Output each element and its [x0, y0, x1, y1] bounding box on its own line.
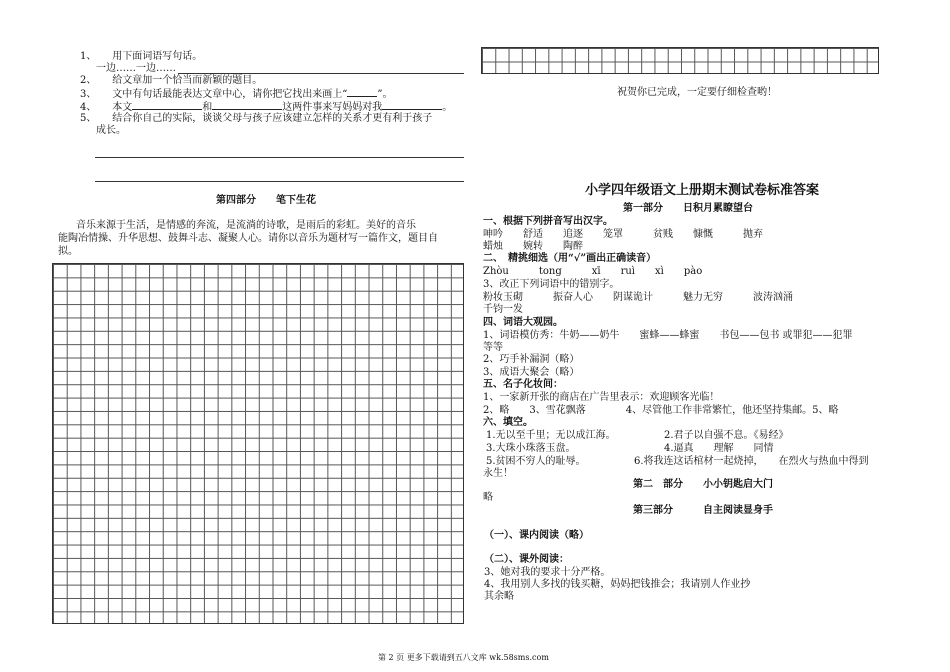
question-5: 5、 结合你自己的实际，谈谈父母与孩子应该建立怎样的关系才更有利于孩子: [80, 113, 433, 124]
section-5-answers-2: 2、略 3、雪花飘落 4、尽管他工作非常繁忙，他还坚持集邮。5、略: [483, 405, 839, 416]
section-2-answers: Zhòu tong xī ruì xì pào: [483, 266, 703, 277]
section-5-title: 五、名子化妆间：: [483, 379, 563, 390]
reading-2-answer-3: 3、她对我的要求十分严格。: [484, 567, 611, 578]
section-1-answers: 呻吟 舒适 追逐 笼罩 贫贱 慷慨 抛弃: [483, 229, 763, 240]
blank: [132, 100, 202, 110]
question-1-prompt: 一边……一边……: [96, 63, 176, 74]
section-6-answer-6-cont: 永生！: [483, 468, 513, 479]
writing-prompt-line-3: 拟。: [58, 246, 78, 257]
answer-key-title: 小学四年级语文上册期末测试卷标准答案: [585, 183, 820, 198]
section-4-title: 第四部分 笔下生花: [216, 195, 316, 206]
question-2: 2、 给文章加一个恰当而新颖的题目。: [80, 75, 263, 86]
section-4-answers-1: 1、词语模仿秀：牛奶——奶牛 蜜蜂——蜂蜜 书包——包书 或罪犯——犯罪: [483, 330, 853, 341]
writing-prompt-line-1: 音乐来源于生活，是情感的奔流，是流淌的诗歌，是雨后的彩虹。美好的音乐: [76, 220, 416, 231]
section-4-answers-title: 四、词语大观园。: [483, 317, 563, 328]
section-6-answer-2: 2.君子以自强不息。《易经》: [664, 430, 789, 441]
writing-prompt-line-2: 能陶冶情操、升华思想、鼓舞斗志、凝聚人心。请你以音乐为题材写一篇作文，题目自: [58, 233, 438, 244]
section-6-answer-1: 1.无以至千里；无以成江海。: [486, 430, 616, 441]
part-1-title: 第一部分 日积月累瞭望台: [623, 203, 753, 214]
section-1-answers-2: 蜡烛 婉转 陶醉: [483, 241, 583, 252]
page-footer: 第 2 页 更多下载请到五八文库 wk.58sms.com: [378, 653, 549, 662]
section-6-answer-5: 5.贫困不穷人的耻辱。: [486, 456, 586, 467]
congratulations-note: 祝贺你已完成，一定要仔细检查哟！: [617, 87, 777, 98]
section-6-answer-6: 6.将我连这话棺材一起烧掉， 在烈火与热血中得到: [634, 456, 869, 467]
reading-2-rest: 其余略: [484, 591, 514, 602]
reading-1-title: （一）、课内阅读（略）: [484, 530, 589, 541]
section-1-title: 一、根据下列拼音写出汉字。: [483, 216, 613, 227]
blank: [212, 100, 282, 110]
section-2-title: 二、 精挑细选（用“√”画出正确读音）: [483, 253, 657, 264]
question-3: 3、 文中有句话最能表达文章中心，请你把它找出来画上“ ”。: [80, 89, 393, 100]
reading-2-answer-4: 4、我用别人多找的钱买糖，妈妈把钱推会；我请别人作业抄: [484, 579, 751, 590]
question-1: 1、 用下面词语写句话。: [80, 51, 203, 62]
section-6-title: 六、填空。: [483, 417, 533, 428]
section-6-answer-4: 4.逼真 理解 同情: [664, 443, 774, 454]
composition-grid-continued[interactable]: [481, 47, 879, 74]
reading-2-title: （二）、课外阅读：: [484, 554, 569, 565]
section-3-title: 3、改正下列词语中的错别字。: [483, 279, 620, 290]
section-3-answers: 粉妆玉砌 振奋人心 阴谋诡计 魅力无穷 波涛汹涌: [483, 292, 793, 303]
section-4-answers-2: 等等: [483, 342, 503, 353]
section-5-answers-1: 1、一家新开张的商店在广告里表示：欢迎顾客光临！: [483, 392, 720, 403]
section-6-answer-3: 3.大珠小珠落玉盘。: [486, 443, 576, 454]
section-3-answers-2: 千钧一发: [483, 304, 523, 315]
part-2-title: 第二 部分 小小钥匙启大门: [633, 479, 773, 490]
blank: [382, 100, 442, 110]
answer-line: [95, 157, 464, 158]
question-4: 4、 本文 和 这两件事来写妈妈对我 。: [80, 102, 453, 113]
answer-line: [95, 181, 464, 182]
part-3-title: 第三部分 自主阅读显身手: [633, 505, 773, 516]
blank: [347, 87, 377, 97]
section-4-answers-4: 3、成语大聚会（略）: [483, 367, 580, 378]
composition-grid[interactable]: [52, 263, 464, 624]
question-5-cont: 成长。: [96, 125, 126, 136]
part-2-body: 略: [483, 492, 493, 503]
section-4-answers-3: 2、巧手补漏洞（略）: [483, 354, 580, 365]
